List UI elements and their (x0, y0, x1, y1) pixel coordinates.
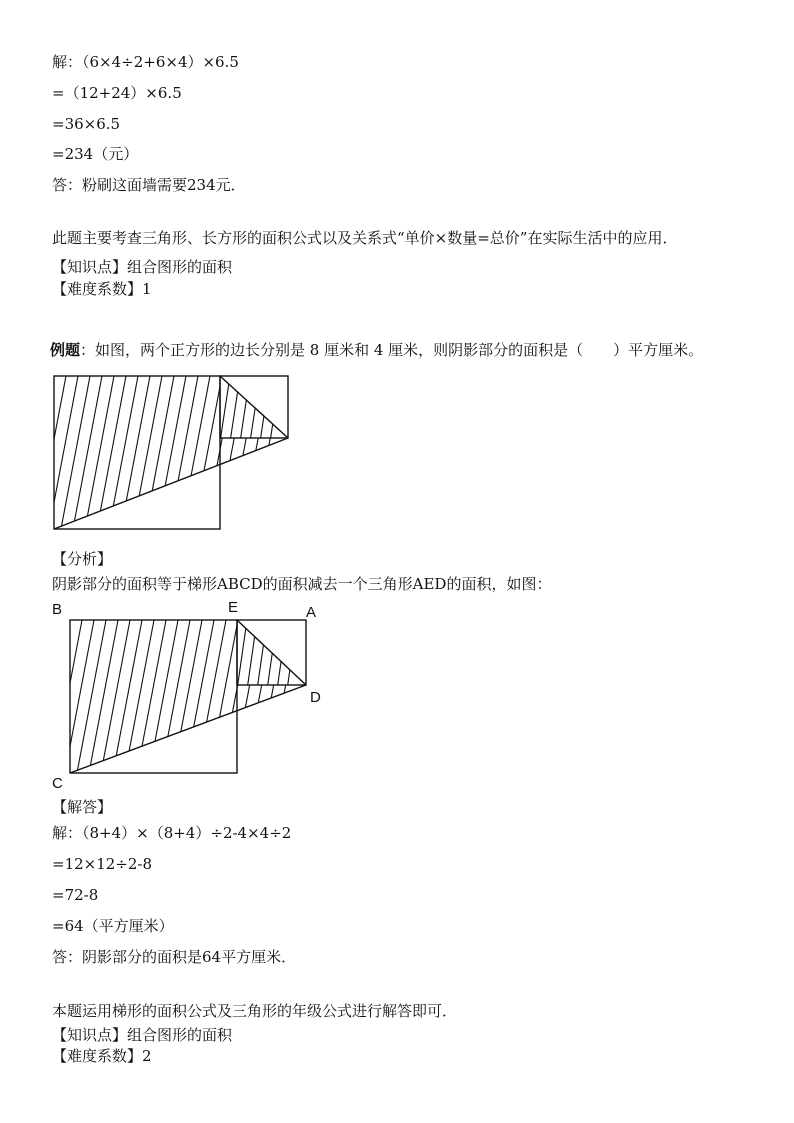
label-b: B (52, 601, 63, 618)
review1-difficulty: 【难度系数】1 (52, 280, 152, 298)
label-e: E (228, 599, 239, 616)
review2-comment: 本题运用梯形的面积公式及三角形的年级公式进行解答即可． (52, 1002, 458, 1020)
label-c: C (52, 775, 63, 792)
hatch-main (50, 376, 282, 534)
solution1-line1: 解：（6×4÷2+6×4）×6.5 (52, 53, 239, 71)
line-ed (237, 620, 306, 685)
solution2-heading: 【解答】 (52, 798, 113, 816)
solution2-line2: =12×12÷2-8 (52, 855, 153, 873)
label-d: D (310, 689, 321, 706)
analysis-figure (66, 616, 314, 778)
hatch-triangle (220, 376, 280, 442)
review1-comment: 此题主要考查三角形、长方形的面积公式以及关系式“单价×数量=总价”在实际生活中的应用． (52, 229, 678, 247)
solution2-line3: =72-8 (52, 886, 99, 904)
solution2-line4: =64（平方厘米） (52, 917, 174, 935)
solution1-answer: 答：粉刷这面墙需要234元． (52, 176, 246, 194)
line-cd (70, 685, 306, 773)
example-label: 例题 (50, 341, 81, 359)
review2-knowledge: 【知识点】组合图形的面积 (52, 1026, 233, 1044)
solution1-line4: =234（元） (52, 145, 139, 163)
example-text: ：如图，两个正方形的边长分别是 8 厘米和 4 厘米，则阴影部分的面积是（ ）平方厘米。 (80, 341, 704, 359)
solution1-line3: =36×6.5 (52, 115, 121, 133)
example-question (50, 341, 703, 359)
label-a: A (306, 604, 317, 621)
review1-knowledge: 【知识点】组合图形的面积 (52, 258, 233, 276)
hatch-triangle-2 (237, 620, 297, 690)
review2-difficulty: 【难度系数】2 (52, 1047, 152, 1065)
example-figure (50, 372, 295, 534)
solution2-line1: 解：（8+4）×（8+4）÷2-4×4÷2 (52, 824, 292, 842)
solution2-answer: 答：阴影部分的面积是64平方厘米． (52, 948, 297, 966)
solution1-line2: =（12+24）×6.5 (52, 84, 182, 102)
analysis-text: 阴影部分的面积等于梯形ABCD的面积减去一个三角形AED的面积，如图： (52, 575, 552, 593)
hatch-main-2 (66, 620, 298, 778)
diagonal-line (54, 438, 288, 529)
analysis-heading: 【分析】 (52, 550, 113, 568)
triangle-diagonal (220, 376, 288, 438)
